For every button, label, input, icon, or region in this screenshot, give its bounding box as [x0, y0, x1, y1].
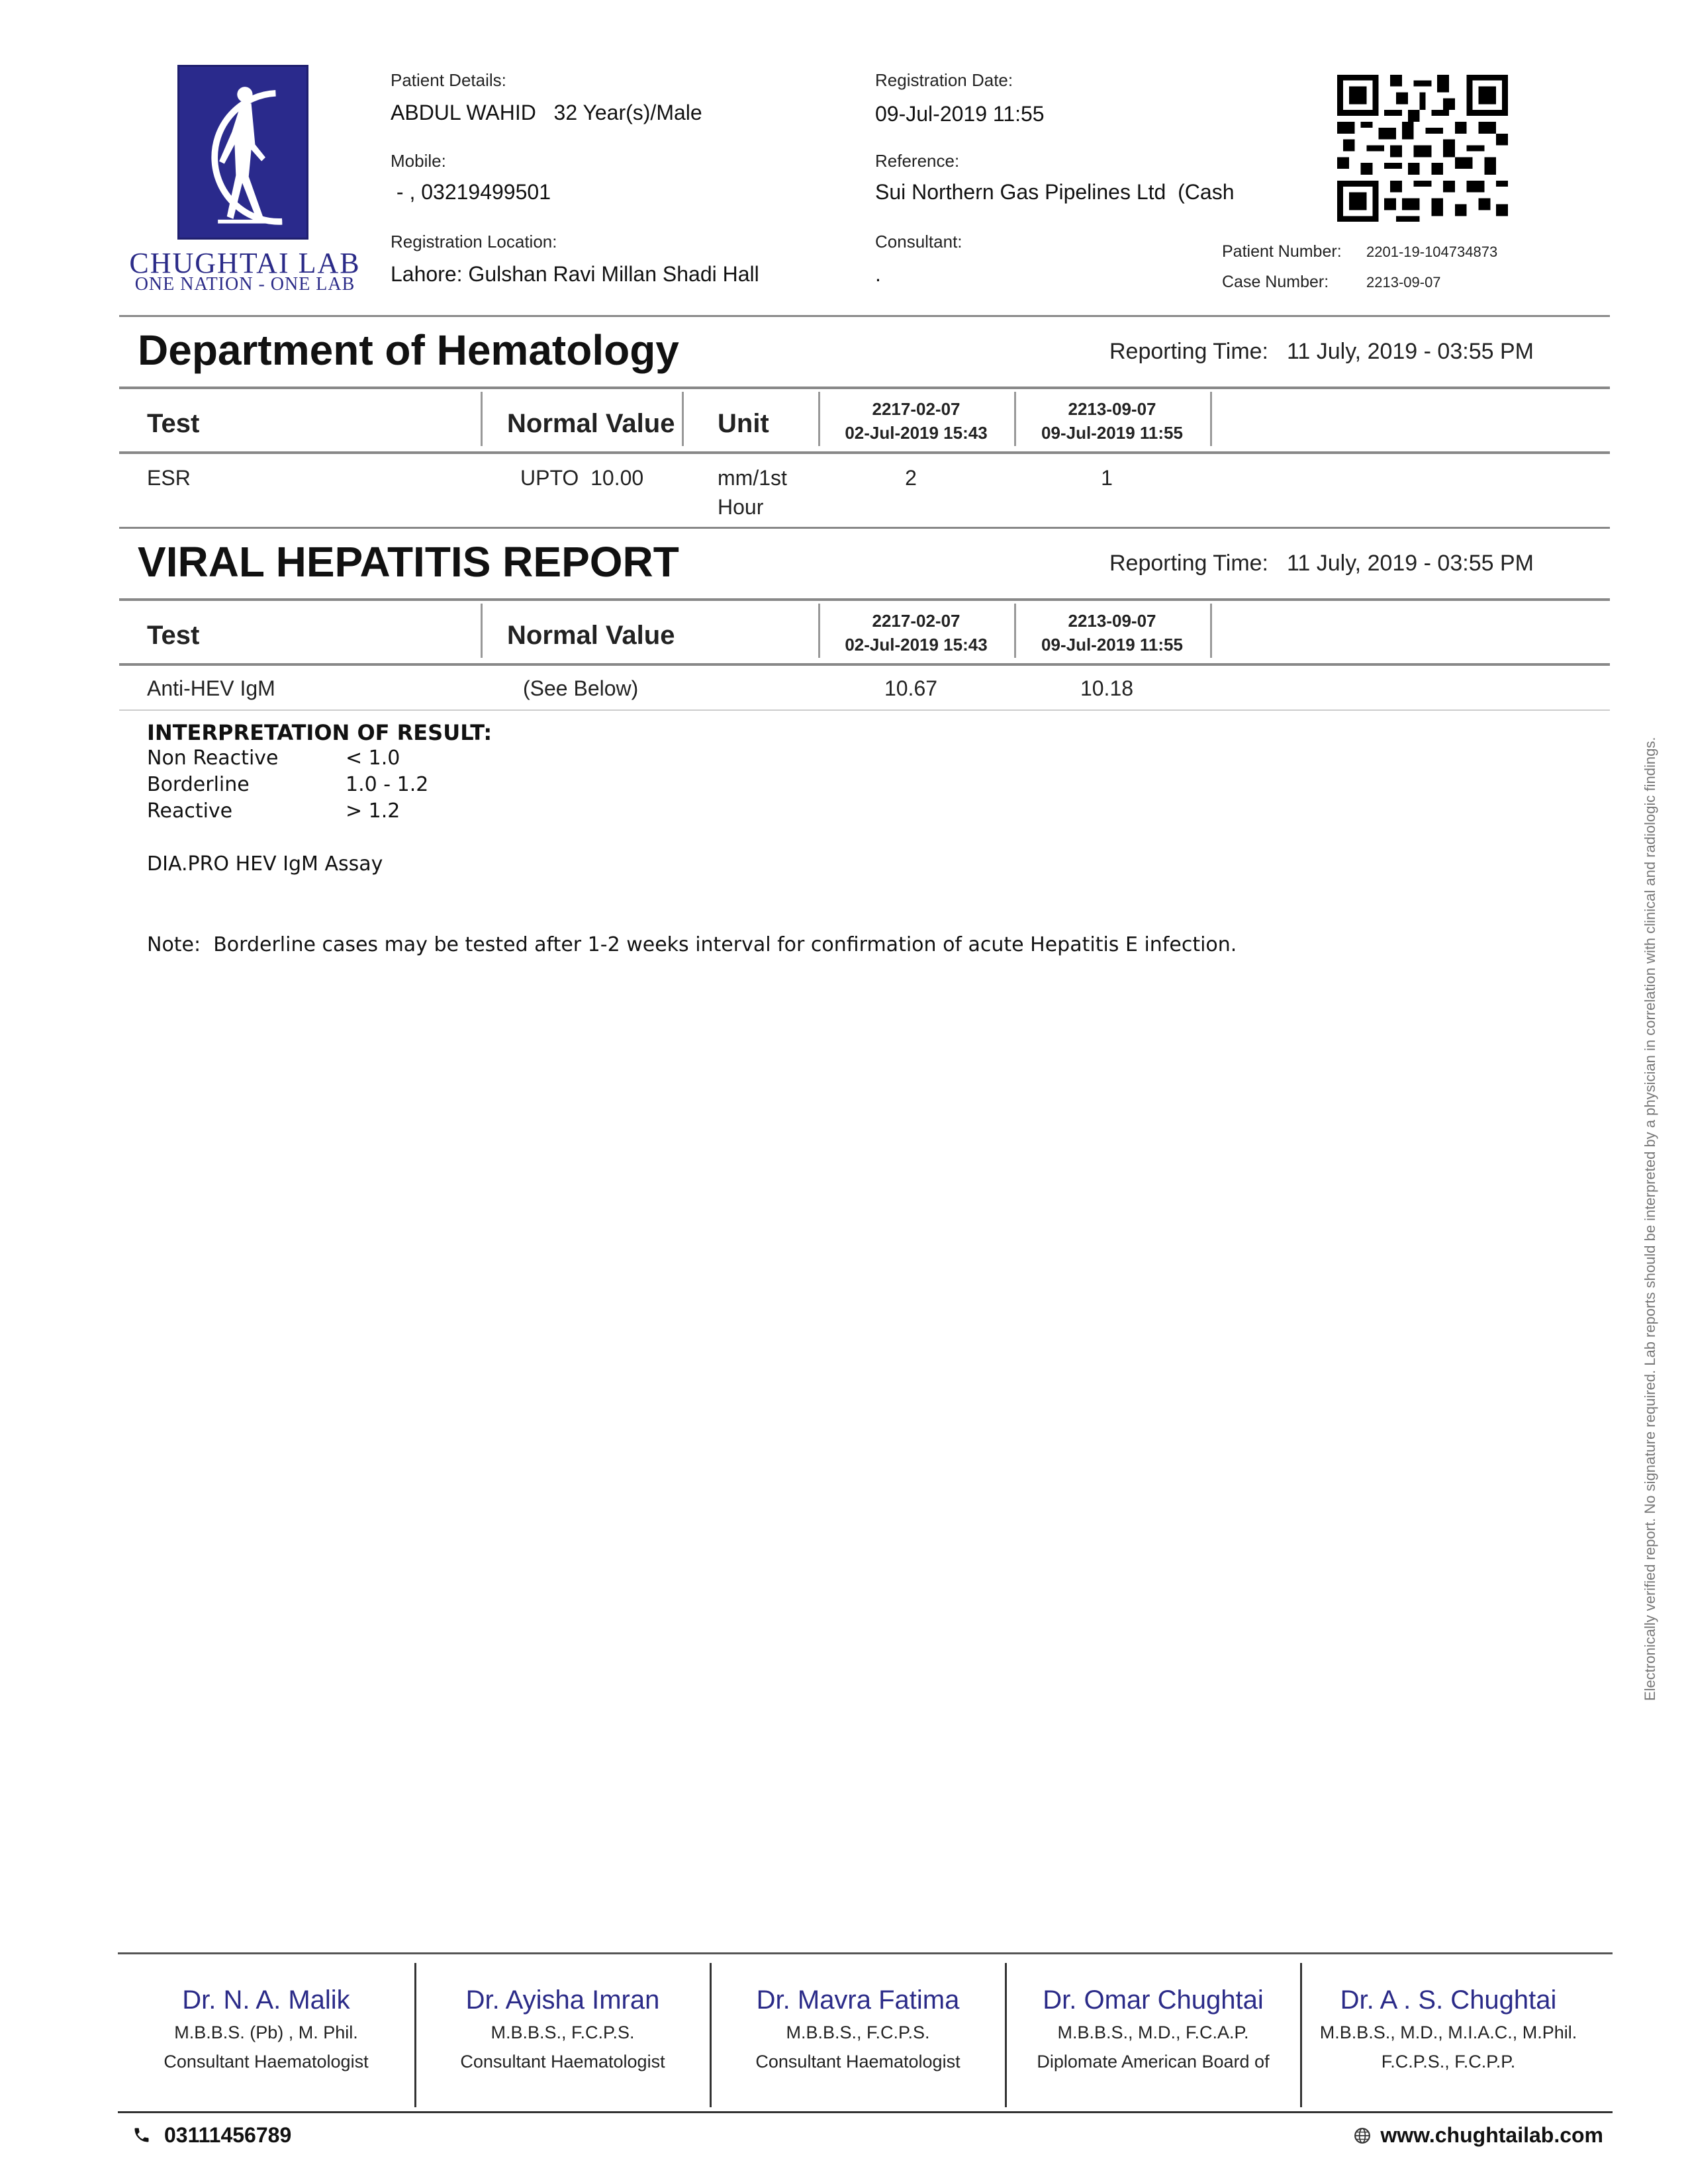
- hematology-row-rule: [119, 527, 1610, 529]
- doctor-qualification: M.B.B.S., M.D., M.I.A.C., M.Phil.: [1319, 2023, 1577, 2042]
- doctor-name: Dr. Ayisha Imran: [465, 1985, 660, 2015]
- interp-label-non-reactive: Non Reactive: [147, 747, 279, 770]
- mobile-label: Mobile:: [391, 151, 446, 171]
- doctor-card: [712, 1985, 1004, 2073]
- row-test: Anti-HEV IgM: [147, 676, 275, 700]
- doctor-title: Consultant Haematologist: [460, 2052, 665, 2071]
- row-value-2: 1: [1101, 466, 1113, 490]
- row-unit-line2: Hour: [718, 495, 764, 519]
- hematology-reporting-value: 11 July, 2019 - 03:55 PM: [1287, 339, 1534, 364]
- assay-name: DIA.PRO HEV IgM Assay: [147, 852, 383, 876]
- footer-phone[interactable]: 03111456789: [164, 2123, 292, 2147]
- doctor-card: [120, 1985, 412, 2073]
- footer-divider: [414, 1963, 416, 2107]
- hepatitis-header-bottom-rule: [119, 663, 1610, 666]
- phone-icon: [132, 2126, 151, 2144]
- lab-logo-name: CHUGHTAI LAB: [129, 247, 361, 279]
- patient-details-value: ABDUL WAHID 32 Year(s)/Male: [391, 101, 702, 124]
- interp-value-borderline: 1.0 - 1.2: [346, 773, 429, 796]
- col-divider: [1210, 604, 1212, 658]
- hematology-col1-header: [818, 397, 1014, 445]
- doctor-name: Dr. Mavra Fatima: [756, 1985, 960, 2015]
- hematology-header-top-rule: [119, 387, 1610, 389]
- verification-side-note: Electronically verified report. No signature required. Lab reports should be interpreted by a physician in correlation with clinical and radiologic findings.: [1642, 737, 1658, 1701]
- row-normal: (See Below): [523, 676, 639, 700]
- footer-website-group[interactable]: [1354, 2123, 1603, 2148]
- doctor-name: Dr. A . S. Chughtai: [1340, 1985, 1557, 2015]
- hematology-col2-header: [1014, 397, 1210, 445]
- mobile-value: - , 03219499501: [391, 180, 551, 204]
- hepatitis-col2-date: 09-Jul-2019 11:55: [1041, 635, 1183, 655]
- header-divider: [119, 315, 1610, 317]
- lab-logo-tagline: ONE NATION - ONE LAB: [134, 274, 355, 295]
- doctor-name: Dr. Omar Chughtai: [1043, 1985, 1264, 2015]
- walking-man-icon: [179, 67, 306, 238]
- hepatitis-col2-header: [1014, 609, 1210, 657]
- hepatitis-title: VIRAL HEPATITIS REPORT: [138, 538, 679, 586]
- doctor-qualification: M.B.B.S., M.D., F.C.A.P.: [1057, 2023, 1249, 2042]
- registration-location-label: Registration Location:: [391, 232, 557, 251]
- hematology-title: Department of Hematology: [138, 326, 679, 374]
- registration-date-label: Registration Date:: [875, 70, 1013, 90]
- hematology-header-bottom-rule: [119, 451, 1610, 454]
- footer-website[interactable]: www.chughtailab.com: [1380, 2123, 1603, 2147]
- col-divider: [481, 604, 483, 658]
- hematology-col2-date: 09-Jul-2019 11:55: [1041, 423, 1183, 443]
- hematology-col-normal: Normal Value: [507, 409, 675, 438]
- hepatitis-reporting-value: 11 July, 2019 - 03:55 PM: [1287, 551, 1534, 576]
- interp-value-non-reactive: < 1.0: [346, 747, 400, 770]
- patient-number-label: Patient Number:: [1222, 242, 1342, 261]
- patient-details-label: Patient Details:: [391, 70, 506, 90]
- doctor-title: F.C.P.S., F.C.P.P.: [1381, 2052, 1516, 2071]
- hematology-reporting-label: Reporting Time:: [1109, 339, 1268, 364]
- doctor-card: [1303, 1985, 1594, 2073]
- doctor-qualification: M.B.B.S., F.C.P.S.: [491, 2023, 635, 2042]
- hepatitis-col-normal: Normal Value: [507, 621, 675, 650]
- row-value-2: 10.18: [1080, 676, 1134, 700]
- col-divider: [481, 392, 483, 446]
- row-value-1: 10.67: [884, 676, 938, 700]
- note-text: Note: Borderline cases may be tested after 1-2 weeks interval for confirmation of acute Hepatitis E infection.: [147, 933, 1237, 956]
- footer-divider: [710, 1963, 712, 2107]
- row-test: ESR: [147, 466, 191, 490]
- hepatitis-reporting-label: Reporting Time:: [1109, 551, 1268, 576]
- interpretation-title: INTERPRETATION OF RESULT:: [147, 720, 492, 745]
- case-number-value: 2213-09-07: [1366, 274, 1441, 291]
- col-divider: [682, 392, 684, 446]
- footer-top-rule: [118, 1952, 1613, 1954]
- case-number-label: Case Number:: [1222, 273, 1329, 291]
- consultant-label: Consultant:: [875, 232, 962, 251]
- globe-icon: [1354, 2127, 1371, 2144]
- row-value-1: 2: [905, 466, 917, 490]
- hepatitis-header-top-rule: [119, 598, 1610, 601]
- interp-label-reactive: Reactive: [147, 799, 233, 823]
- doctor-title: Diplomate American Board of: [1037, 2052, 1270, 2071]
- hematology-col1-id: 2217-02-07: [872, 399, 961, 419]
- hepatitis-col-test: Test: [147, 621, 200, 650]
- reference-value: Sui Northern Gas Pipelines Ltd (Cash: [875, 180, 1235, 204]
- reference-label: Reference:: [875, 151, 960, 171]
- footer-divider: [1300, 1963, 1302, 2107]
- doctor-name: Dr. N. A. Malik: [182, 1985, 350, 2015]
- hepatitis-col1-date: 02-Jul-2019 15:43: [845, 635, 988, 655]
- doctor-title: Consultant Haematologist: [164, 2052, 369, 2071]
- row-unit-line1: mm/1st: [718, 466, 787, 490]
- interp-label-borderline: Borderline: [147, 773, 250, 796]
- doctor-qualification: M.B.B.S., F.C.P.S.: [786, 2023, 930, 2042]
- hepatitis-col2-id: 2213-09-07: [1068, 611, 1156, 631]
- lab-logo: [177, 65, 308, 240]
- registration-date-value: 09-Jul-2019 11:55: [875, 102, 1045, 126]
- registration-location-value: Lahore: Gulshan Ravi Millan Shadi Hall: [391, 262, 759, 286]
- hepatitis-row-rule: [119, 709, 1610, 711]
- doctor-card: [417, 1985, 708, 2073]
- consultant-value: .: [875, 262, 881, 286]
- hematology-col1-date: 02-Jul-2019 15:43: [845, 423, 988, 443]
- interp-value-reactive: > 1.2: [346, 799, 400, 823]
- doctor-title: Consultant Haematologist: [755, 2052, 961, 2071]
- footer-divider: [1005, 1963, 1007, 2107]
- footer-bottom-rule: [118, 2111, 1613, 2113]
- hematology-col2-id: 2213-09-07: [1068, 399, 1156, 419]
- hepatitis-col1-header: [818, 609, 1014, 657]
- hematology-col-unit: Unit: [718, 409, 769, 438]
- patient-number-value: 2201-19-104734873: [1366, 244, 1498, 260]
- qr-code-icon: [1337, 74, 1508, 222]
- doctor-card: [1008, 1985, 1299, 2073]
- hematology-col-test: Test: [147, 409, 200, 438]
- doctor-qualification: M.B.B.S. (Pb) , M. Phil.: [174, 2023, 358, 2042]
- hepatitis-col1-id: 2217-02-07: [872, 611, 961, 631]
- row-normal: UPTO 10.00: [520, 466, 644, 490]
- col-divider: [1210, 392, 1212, 446]
